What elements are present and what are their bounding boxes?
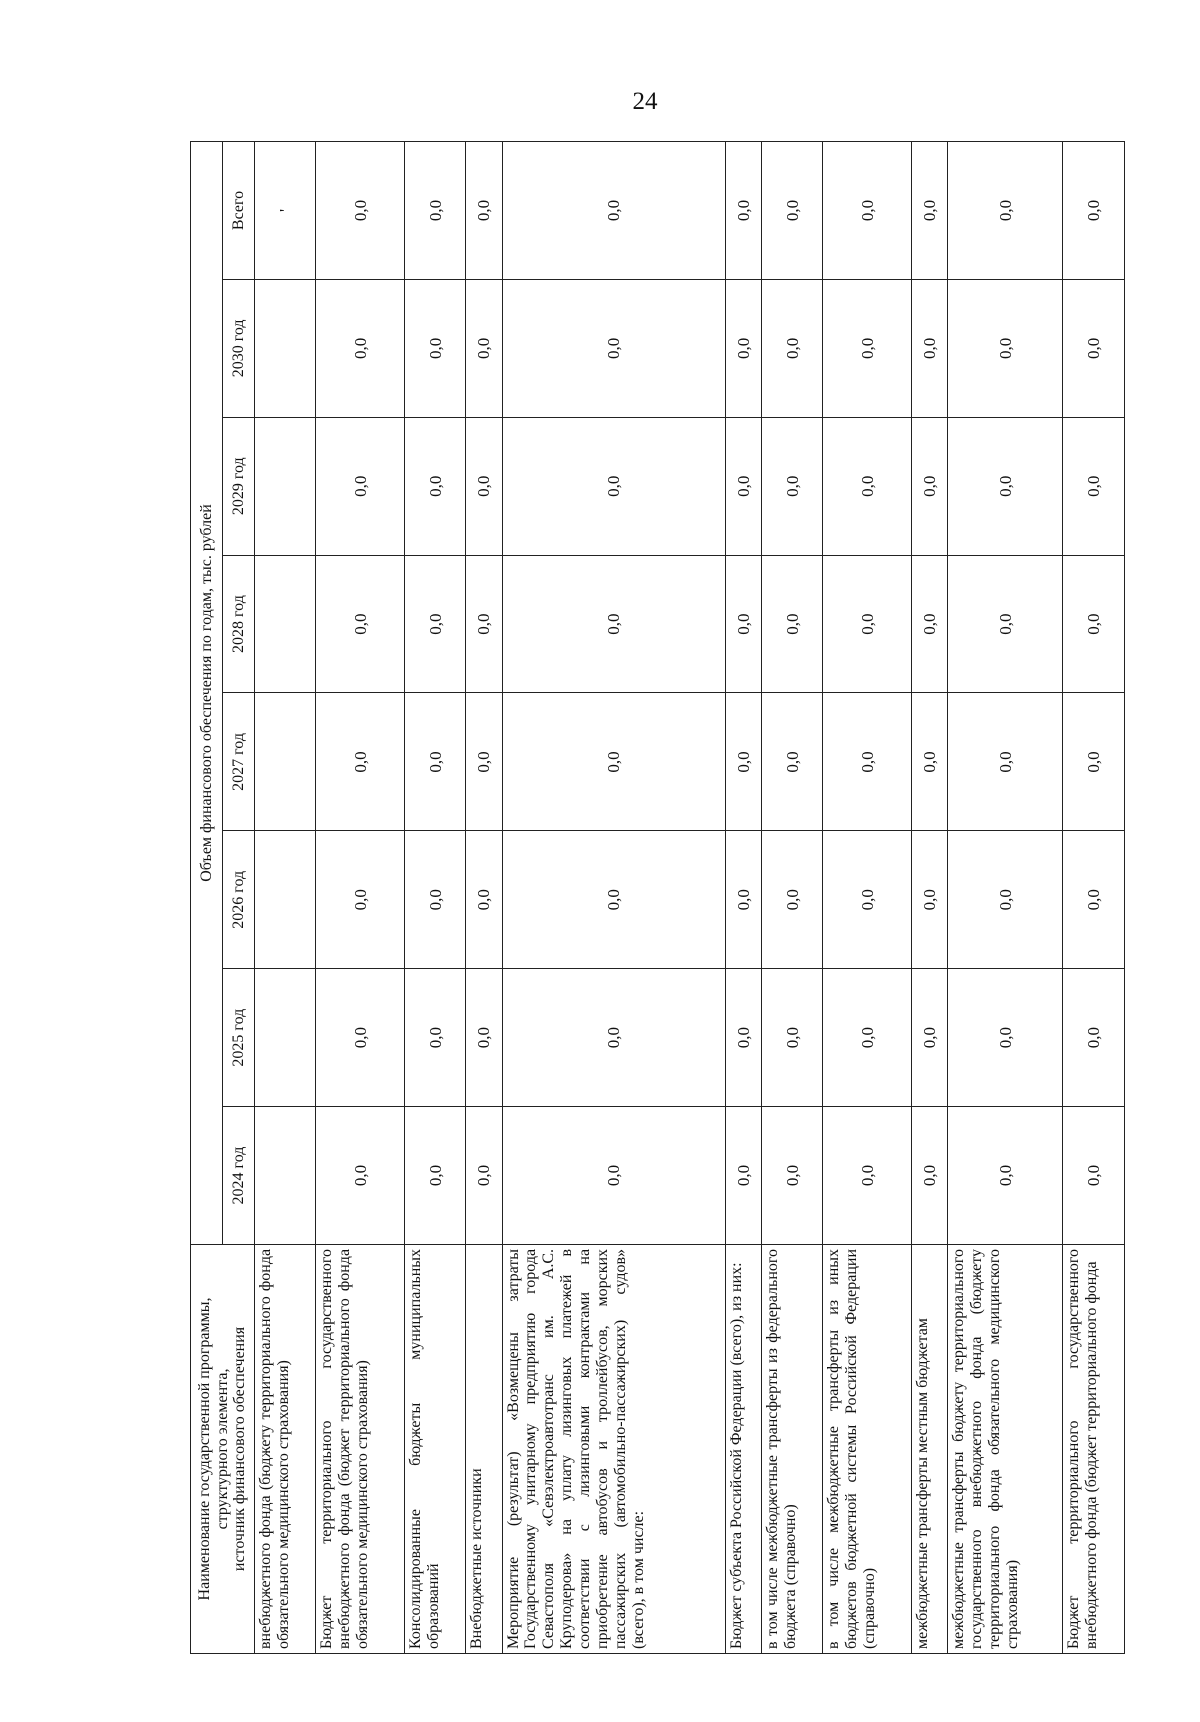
row-value-cell: 0,0: [911, 969, 947, 1107]
table-row: [255, 142, 316, 1654]
page-number: 24: [632, 88, 658, 115]
row-total-cell: 0,0: [466, 142, 502, 280]
table-row: [823, 142, 911, 1654]
row-value-cell: [255, 831, 316, 969]
header-year: 2029 год: [223, 417, 255, 555]
row-value-cell: 0,0: [316, 417, 404, 555]
row-value-cell: 0,0: [316, 831, 404, 969]
row-value-cell: 0,0: [1063, 417, 1125, 555]
row-total-cell: 0,0: [316, 142, 404, 280]
row-value-cell: 0,0: [466, 417, 502, 555]
row-value-cell: [255, 1107, 316, 1245]
table-row: [911, 142, 947, 1654]
row-value-cell: 0,0: [761, 831, 822, 969]
row-value-cell: 0,0: [502, 969, 725, 1107]
row-name-cell: Бюджет территориального государственного внебюджетного фонда (бюджет территориального фонда: [1063, 1244, 1125, 1653]
row-value-cell: 0,0: [502, 693, 725, 831]
row-value-cell: 0,0: [761, 279, 822, 417]
row-value-cell: 0,0: [1063, 1107, 1125, 1245]
row-name-cell: Внебюджетные источники: [466, 1244, 502, 1653]
row-value-cell: 0,0: [911, 1107, 947, 1245]
row-total-cell: ': [255, 142, 316, 280]
table-row: [1063, 142, 1125, 1654]
row-value-cell: 0,0: [1063, 279, 1125, 417]
row-value-cell: 0,0: [911, 693, 947, 831]
row-value-cell: 0,0: [316, 693, 404, 831]
row-name-cell: Бюджет территориального государственного внебюджетного фонда (бюджет территориального фонда обязательного медицинского страхования): [316, 1244, 404, 1653]
row-value-cell: 0,0: [948, 555, 1063, 693]
row-value-cell: 0,0: [1063, 693, 1125, 831]
row-total-cell: 0,0: [1063, 142, 1125, 280]
row-value-cell: [255, 417, 316, 555]
row-total-cell: 0,0: [761, 142, 822, 280]
row-value-cell: 0,0: [948, 417, 1063, 555]
table-row: [502, 142, 725, 1654]
row-value-cell: 0,0: [823, 969, 911, 1107]
table-row: [316, 142, 404, 1654]
row-value-cell: 0,0: [404, 693, 465, 831]
row-value-cell: 0,0: [316, 1107, 404, 1245]
row-value-cell: 0,0: [761, 693, 822, 831]
row-total-cell: 0,0: [948, 142, 1063, 280]
row-value-cell: 0,0: [1063, 831, 1125, 969]
header-name-line: структурного элемента,: [213, 1368, 231, 1530]
row-value-cell: 0,0: [316, 279, 404, 417]
row-value-cell: 0,0: [466, 693, 502, 831]
row-value-cell: 0,0: [404, 417, 465, 555]
header-year: 2030 год: [223, 279, 255, 417]
row-value-cell: 0,0: [761, 1107, 822, 1245]
row-value-cell: 0,0: [948, 279, 1063, 417]
row-value-cell: 0,0: [725, 555, 761, 693]
header-year: 2027 год: [223, 693, 255, 831]
row-value-cell: 0,0: [502, 1107, 725, 1245]
header-total: Всего: [223, 142, 255, 280]
row-value-cell: 0,0: [823, 1107, 911, 1245]
row-value-cell: 0,0: [911, 279, 947, 417]
header-volume-title: Объем финансового обеспечения по годам, тыс. рублей: [191, 142, 223, 1245]
header-year: 2024 год: [223, 1107, 255, 1245]
row-value-cell: 0,0: [948, 969, 1063, 1107]
row-value-cell: [255, 693, 316, 831]
row-name-cell: в том числе межбюджетные трансферты из иных бюджетов бюджетной системы Российской Федерации (справочно): [823, 1244, 911, 1653]
table-row: [725, 142, 761, 1654]
row-value-cell: 0,0: [761, 969, 822, 1107]
row-value-cell: 0,0: [502, 279, 725, 417]
row-value-cell: 0,0: [404, 279, 465, 417]
row-total-cell: 0,0: [404, 142, 465, 280]
row-value-cell: 0,0: [911, 555, 947, 693]
header-name-cell: [191, 1244, 255, 1653]
row-value-cell: 0,0: [823, 693, 911, 831]
row-value-cell: 0,0: [761, 417, 822, 555]
header-year: 2026 год: [223, 831, 255, 969]
row-value-cell: 0,0: [725, 1107, 761, 1245]
row-value-cell: 0,0: [911, 417, 947, 555]
row-value-cell: 0,0: [823, 831, 911, 969]
row-value-cell: 0,0: [316, 555, 404, 693]
row-value-cell: 0,0: [725, 417, 761, 555]
table-row: [466, 142, 502, 1654]
row-value-cell: 0,0: [725, 693, 761, 831]
row-value-cell: 0,0: [466, 969, 502, 1107]
header-name-line: Наименование государственной программы,: [195, 1297, 213, 1601]
row-name-cell: Мероприятие (результат) «Возмещены затраты Государственному унитарному предприятию города Севастополя «Севэлектроавтотранс им. А.С. Круподерова» на уплату лизинговых платежей в соответствии с лизинговыми контрактами на приобретение автобусов и троллейбусов, морских пассажирских (автомобильно-пассажирских) судов» (всего), в том числе:: [502, 1244, 725, 1653]
row-value-cell: [255, 279, 316, 417]
header-year: 2025 год: [223, 969, 255, 1107]
row-value-cell: 0,0: [404, 1107, 465, 1245]
row-value-cell: 0,0: [502, 417, 725, 555]
row-value-cell: 0,0: [725, 831, 761, 969]
row-value-cell: 0,0: [404, 555, 465, 693]
financing-table: [190, 141, 1125, 1654]
row-total-cell: 0,0: [911, 142, 947, 280]
row-value-cell: 0,0: [948, 1107, 1063, 1245]
header-year: 2028 год: [223, 555, 255, 693]
row-value-cell: 0,0: [404, 969, 465, 1107]
table-header-row: [191, 142, 223, 1654]
row-value-cell: 0,0: [725, 969, 761, 1107]
row-value-cell: [255, 969, 316, 1107]
row-value-cell: 0,0: [823, 555, 911, 693]
row-value-cell: 0,0: [948, 693, 1063, 831]
header-name-line: источник финансового обеспечения: [231, 1326, 249, 1572]
rotated-table-wrapper: [190, 141, 1125, 1654]
row-total-cell: 0,0: [502, 142, 725, 280]
row-value-cell: 0,0: [823, 279, 911, 417]
row-total-cell: 0,0: [725, 142, 761, 280]
row-value-cell: 0,0: [502, 831, 725, 969]
row-value-cell: 0,0: [1063, 969, 1125, 1107]
row-name-cell: внебюджетного фонда (бюджету территориального фонда обязательного медицинского страхования): [255, 1244, 316, 1653]
row-name-cell: Бюджет субъекта Российской Федерации (всего), из них:: [725, 1244, 761, 1653]
row-value-cell: 0,0: [316, 969, 404, 1107]
row-name-cell: в том числе межбюджетные трансферты из федерального бюджета (справочно): [761, 1244, 822, 1653]
row-name-cell: межбюджетные трансферты местным бюджетам: [911, 1244, 947, 1653]
row-value-cell: 0,0: [761, 555, 822, 693]
table-row: [761, 142, 822, 1654]
row-value-cell: 0,0: [466, 279, 502, 417]
row-value-cell: 0,0: [948, 831, 1063, 969]
row-value-cell: 0,0: [823, 417, 911, 555]
row-value-cell: 0,0: [404, 831, 465, 969]
row-value-cell: 0,0: [466, 831, 502, 969]
table-row: [948, 142, 1063, 1654]
row-value-cell: 0,0: [725, 279, 761, 417]
row-total-cell: 0,0: [823, 142, 911, 280]
row-value-cell: 0,0: [466, 555, 502, 693]
row-value-cell: 0,0: [502, 555, 725, 693]
row-value-cell: 0,0: [911, 831, 947, 969]
row-value-cell: 0,0: [1063, 555, 1125, 693]
row-value-cell: 0,0: [466, 1107, 502, 1245]
row-name-cell: межбюджетные трансферты бюджету территориального государственного внебюджетного фонда (бюджету территориального фонда обязательного медицинского страхования): [948, 1244, 1063, 1653]
row-value-cell: [255, 555, 316, 693]
row-name-cell: Консолидированные бюджеты муниципальных образований: [404, 1244, 465, 1653]
table-body: [255, 142, 1125, 1654]
table-row: [404, 142, 465, 1654]
